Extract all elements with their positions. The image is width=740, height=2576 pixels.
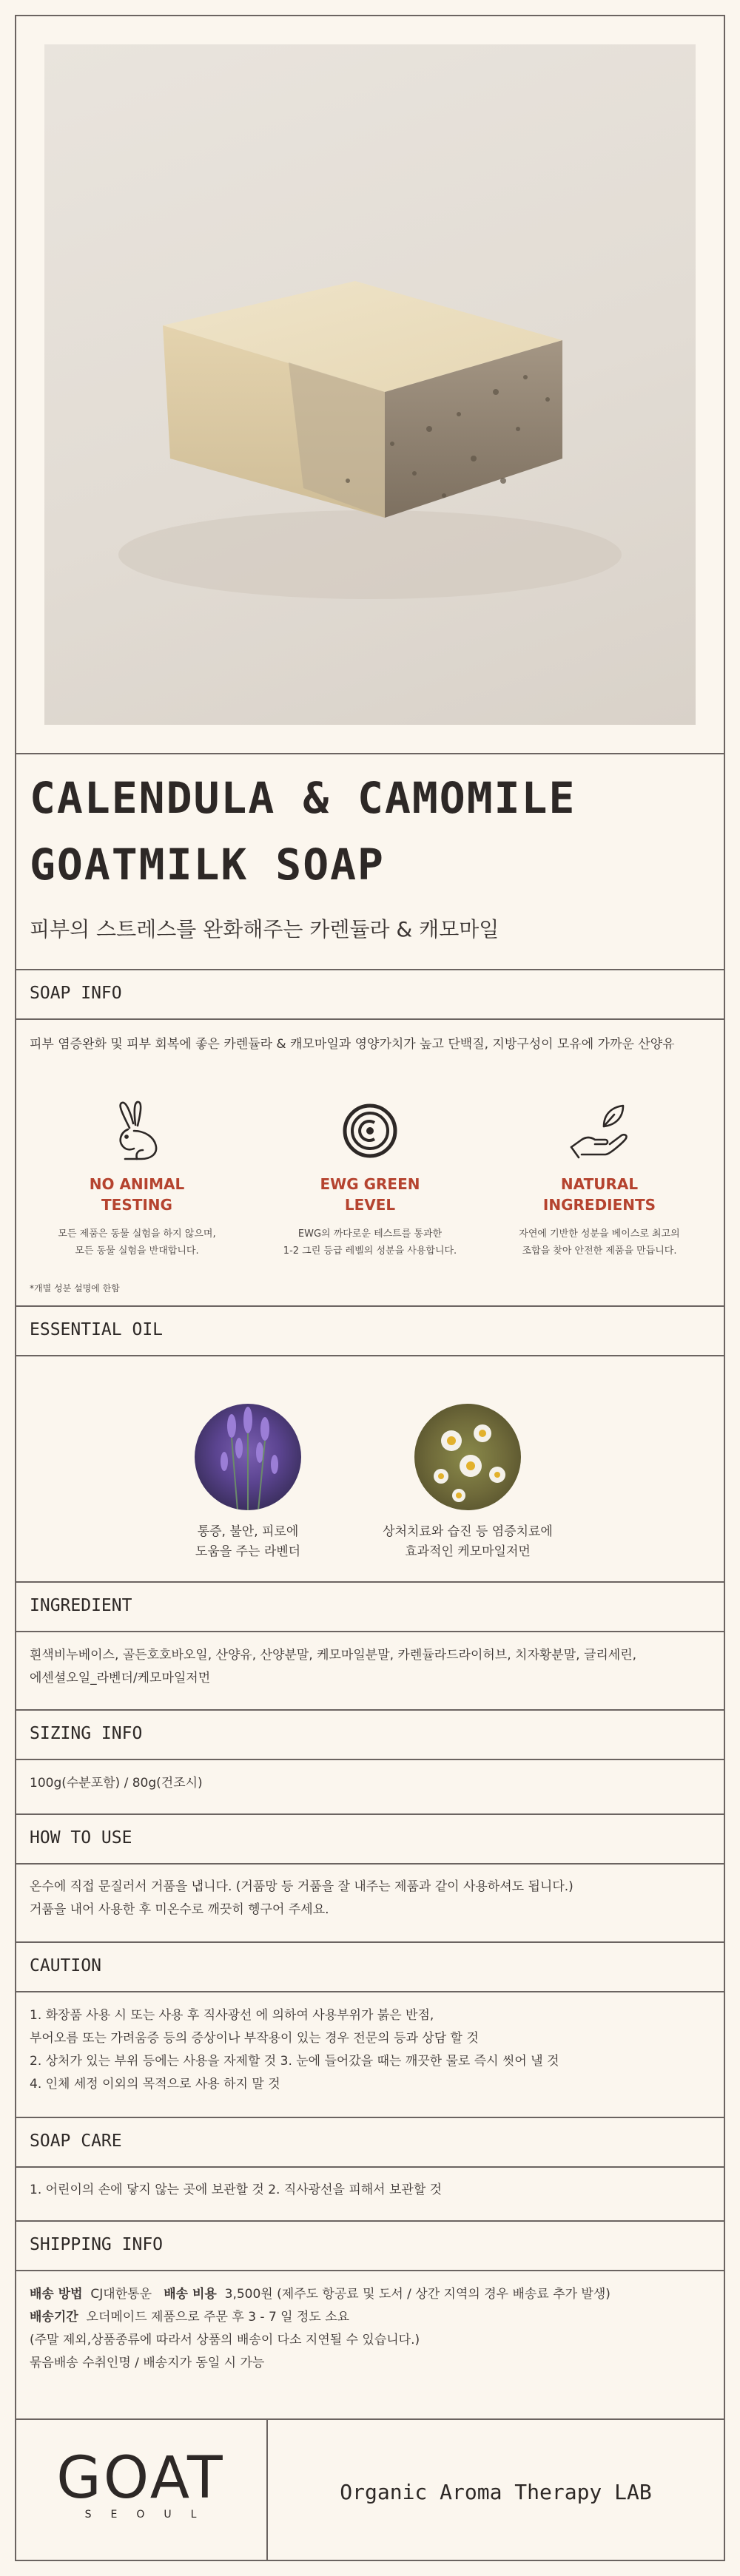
soap-info-note: *개별 성분 설명에 한함 [30, 1283, 120, 1294]
ewg-icon [337, 1098, 403, 1163]
soap-info-description: 피부 염증완화 및 피부 회복에 좋은 카렌듈라 & 캐모마일과 영양가치가 높고 단백질, 지방구성이 모유에 가까운 산양유 [30, 1037, 675, 1052]
caption-line2: 도움을 주는 라벤더 [195, 1544, 301, 1559]
product-title-line2: GOATMILK SOAP [30, 839, 385, 890]
how-to-use-text [30, 1876, 710, 1921]
divider [15, 1018, 725, 1020]
sizing-text: 100g(수분포함) / 80g(건조시) [30, 1776, 203, 1791]
goat-seoul-logo [52, 2445, 229, 2521]
chamomile-illustration [414, 1404, 521, 1510]
divider [15, 1991, 725, 1992]
feature-title-line1: NATURAL [560, 1175, 639, 1193]
divider [15, 1355, 725, 1356]
feature-desc-line2: 1-2 그린 등급 레벨의 성분을 사용합니다. [283, 1245, 457, 1257]
shipping-line4: 묶음배송 수취인명 / 배송지가 동일 시 가능 [30, 2356, 265, 2370]
feature-title-line1: NO ANIMAL [89, 1175, 185, 1193]
shipping-cost-value: 3,500원 (제주도 항공료 및 도서 / 상간 지역의 경우 배송료 추가 발생) [224, 2287, 610, 2302]
feature-desc-line1: 자연에 기반한 성분을 베이스로 최고의 [519, 1228, 680, 1240]
shipping-method-value: CJ대한통운 [90, 2287, 152, 2302]
product-photo [44, 44, 696, 725]
shipping-line3: (주말 제외,상품종류에 따라서 상품의 배송이 다소 지연될 수 있습니다.) [30, 2333, 420, 2347]
divider [15, 2166, 725, 2168]
feature-natural-ingredients [492, 1098, 707, 1260]
feature-title-line1: EWG GREEN [320, 1175, 420, 1193]
shipping-line2 [30, 2306, 710, 2329]
shipping-method-label: 배송 방법 [30, 2287, 83, 2302]
divider [15, 1759, 725, 1760]
sizing-heading: SIZING INFO [30, 1724, 143, 1743]
soap-care-heading: SOAP CARE [30, 2132, 122, 2151]
soap-care-text: 1. 어린이의 손에 닿지 않는 곳에 보관할 것 2. 직사광선을 피해서 보관할 것 [30, 2183, 443, 2197]
how-to-use-line2: 거품을 내어 사용한 후 미온수로 깨끗히 헹구어 주세요. [30, 1902, 329, 1917]
lavender-caption [137, 1522, 359, 1562]
feature-title-line2: TESTING [101, 1196, 172, 1214]
divider [15, 1305, 725, 1307]
divider [15, 1813, 725, 1815]
ingredient-line1: 흰색비누베이스, 골든호호바오일, 산양유, 산양분말, 케모마일분말, 카렌듈라드라이허브, 치자황분말, 글리세린, [30, 1648, 637, 1663]
product-title-line1: CALENDULA & CAMOMILE [30, 773, 576, 823]
feature-desc-line1: 모든 제품은 동물 실험을 하지 않으며, [58, 1228, 216, 1240]
shipping-cost-label: 배송 비용 [164, 2287, 217, 2302]
divider [15, 1581, 725, 1583]
divider [15, 1941, 725, 1943]
essential-oil-heading: ESSENTIAL OIL [30, 1320, 164, 1339]
ingredient-line2: 에센셜오일_라벤더/케모마일저먼 [30, 1671, 211, 1686]
divider [15, 753, 725, 754]
shipping-period-value: 오더메이드 제품으로 주문 후 3 - 7 일 정도 소요 [86, 2310, 350, 2325]
caution-line4: 4. 인체 세정 이외의 목적으로 사용 하지 말 것 [30, 2077, 280, 2092]
feature-desc-line1: EWG의 까다로운 테스트를 통과한 [297, 1228, 443, 1240]
feature-title-line2: INGREDIENTS [542, 1196, 656, 1214]
logo-sub: SEOUL [84, 2509, 216, 2521]
footer-tagline: Organic Aroma Therapy LAB [340, 2480, 652, 2504]
divider [15, 969, 725, 970]
ingredient-text [30, 1644, 710, 1690]
feature-ewg-green-level [263, 1098, 477, 1260]
caption-line1: 통증, 불안, 피로에 [197, 1524, 299, 1539]
soap-info-heading: SOAP INFO [30, 984, 122, 1003]
chamomile-image [414, 1404, 521, 1510]
how-to-use-heading: HOW TO USE [30, 1828, 132, 1848]
lavender-image [195, 1404, 301, 1510]
divider [15, 2117, 725, 2118]
divider [15, 1709, 725, 1711]
soap-illustration [44, 44, 696, 725]
feature-desc-line2: 조합을 찾아 안전한 제품을 만듭니다. [522, 1245, 677, 1257]
chamomile-caption [357, 1522, 579, 1562]
divider [15, 1863, 725, 1865]
logo-main: GOAT [56, 2445, 225, 2512]
rabbit-icon [107, 1098, 166, 1163]
feature-desc-line2: 모든 동물 실험을 반대합니다. [75, 1245, 199, 1257]
caption-line2: 효과적인 케모마일저먼 [405, 1544, 531, 1559]
shipping-text [30, 2283, 710, 2375]
caution-heading: CAUTION [30, 1956, 101, 1975]
caution-text [30, 2004, 710, 2096]
how-to-use-line1: 온수에 직접 문질러서 거품을 냅니다. (거품망 등 거품을 잘 내주는 제품과 같이 사용하셔도 됩니다.) [30, 1879, 574, 1894]
caution-line1: 1. 화장품 사용 시 또는 사용 후 직사광선 에 의하여 사용부위가 붉은 반점, [30, 2008, 434, 2023]
divider [15, 2418, 725, 2420]
shipping-period-label: 배송기간 [30, 2310, 78, 2325]
hand-leaf-icon [565, 1098, 633, 1163]
caution-line3: 2. 상처가 있는 부위 등에는 사용을 자제할 것 3. 눈에 들어갔을 때는 깨끗한 물로 즉시 씻어 낼 것 [30, 2054, 559, 2069]
caution-line2: 부어오름 또는 가려움증 등의 증상이나 부작용이 있는 경우 전문의 등과 상담 할 것 [30, 2031, 479, 2046]
lavender-illustration [195, 1404, 301, 1510]
feature-no-animal-testing [30, 1098, 244, 1260]
divider [15, 1631, 725, 1632]
product-subtitle: 피부의 스트레스를 완화해주는 카렌듈라 & 캐모마일 [30, 917, 500, 942]
shipping-line1 [30, 2283, 710, 2306]
shipping-heading: SHIPPING INFO [30, 2235, 164, 2254]
feature-title-line2: LEVEL [344, 1196, 396, 1214]
divider [15, 2220, 725, 2222]
ingredient-heading: INGREDIENT [30, 1596, 132, 1615]
divider [15, 2270, 725, 2271]
caption-line1: 상처치료와 습진 등 염증치료에 [383, 1524, 553, 1539]
